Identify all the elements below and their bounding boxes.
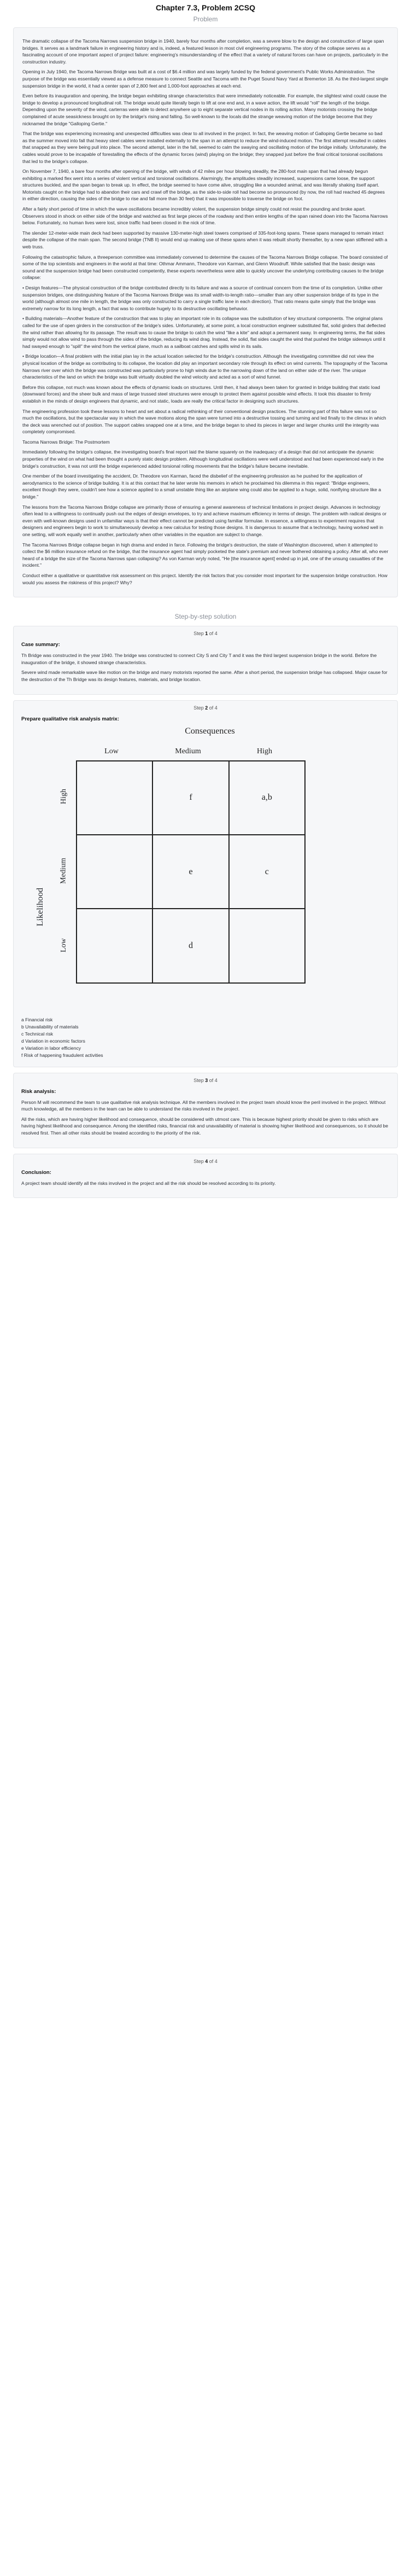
problem-paragraph: • Design features—The physical construction of the bridge contributed directly to its failure and was a source of continual concern from the time of its completion. Unlike other suspension bridges, one distinguishing feature of the Tacoma Narrows Bridge was its small width-to-length ratio—smaller than any other suspension bridge of its type in the world (although almost one mile in length, the bridge was only constructed to carry a single traffic lane in each direction). That ratio means quite simply that the bridge was extremely narrow for its long length, a fact that was to contribute hugely to its destructive oscillating behavior.	[22, 285, 383, 311]
step-2-card	[13, 700, 398, 1067]
step-1-header: Step 1 of 4	[193, 631, 218, 637]
problem-paragraph: The engineering profession took these lessons to heart and set about a radical rethinking of their conventional design practices. The stunning part of this failure was not so much the oscillations, but the spectacular way in which the wave motions along the span were turned into a destructive tossing and turning and led finally to the climax in which the deck was wrenched out of position. The support cables snapped one at a time, and the bridge began to shed its pieces in larger and larger chunks until the integrity was completely compromised.	[22, 408, 386, 435]
step-1-paragraph: Th Bridge was constructed in the year 1940. The bridge was constructed to connect City S and City T and it was the third largest suspension bridge in the world. Before the inauguration of the bridge, it showed strange characteristics.	[21, 653, 377, 665]
step-4-header: Step 4 of 4	[193, 1158, 218, 1164]
problem-paragraph: The Tacoma Narrows Bridge collapse began in high drama and ended in farce. Following the bridge's destruction, the state of Washington discovered, when it attempted to collect the $6 million insurance refund on the bridge, that the insurance agent had simply pocketed the state's premium and never bothered obtaining a policy. After all, who ever heard of a bridge the size of the Tacoma Narrows span collapsing? As von Karman wryly noted, "He [the insurance agent] ended up in jail, one of the unsung casualties of the incident."	[22, 542, 389, 568]
matrix-col-medium: Medium	[175, 747, 201, 755]
legend-item: f Risk of happening fraudulent activities	[21, 1052, 103, 1058]
problem-card	[13, 27, 398, 597]
problem-paragraph: • Bridge location—A final problem with the initial plan lay in the actual location selected for the bridge's construction. Although the investigating committee did not view the physical location of the bridge as contributing to its collapse, the location did play an important secondary role through its effect on wind currents. The topography of the Tacoma Narrows river over which the bridge was constructed was particularly prone to high winds due to the narrowing down of the land on either side of the river. The unique characteristics of the land on which the bridge was built virtually doubled the wind velocity and acted as a sort of wind funnel.	[22, 353, 387, 380]
matrix-cell	[77, 835, 152, 909]
problem-label: Problem	[193, 15, 218, 23]
step-1-paragraph: Severe wind made remarkable wave like motion on the bridge and many motorists reported the same. After a short period, the suspension bridge has collapsed. Major cause for the destruction of the Th Bridge was its design features, materials, and bridge location.	[21, 670, 387, 682]
step-3-card	[13, 1073, 398, 1148]
matrix-row-low: Low	[59, 938, 68, 952]
matrix-col-low: Low	[104, 747, 119, 755]
step-3-header: Step 3 of 4	[193, 1077, 218, 1083]
matrix-row-high: High	[60, 788, 68, 804]
legend-item: b Unavailability of materials	[21, 1024, 79, 1030]
problem-paragraph: • Building materials—Another feature of the construction that was to play an important role in its collapse was the substitution of key structural components. The original plans called for the use of open girders in the construction of the bridge's sides. Unfortunately, at some point, a local construction engineer substituted flat, solid girders that deflected the wind rather than allowing for its passage. The result was to cause the bridge to catch the wind "like a kite" and adopt a permanent sway. In engineering terms, the flat sides simply would not allow wind to pass through the sides of the bridge, reducing its wind drag. Instead, the solid, flat sides caught the wind that pushed the bridge sideways until it had swayed enough to "spill" the wind from the vertical plane, much as a sailboat catches and spills wind in its sails.	[22, 316, 386, 349]
matrix-row-medium: Medium	[60, 857, 68, 884]
matrix-cell: e	[152, 835, 228, 909]
problem-paragraph: After a fairly short period of time in which the wave oscillations became incredibly violent, the suspension bridge simply could not resist the pounding and broke apart. Observers stood in shock on either side of the bridge and watched as first large pieces of the roadway and then entire lengths of the span rained down into the Tacoma Narrows below. Fortunately, no human lives were lost, since traffic had been closed in the nick of time.	[22, 206, 388, 226]
problem-paragraph: That the bridge was experiencing increasing and unexpected difficulties was clear to all involved in the project. In fact, the weaving motion of Galloping Gertie became so bad as the summer moved into fall that heavy steel cables were installed externally to the span in an attempt to reduce the wind-induced motion. The first attempt resulted in cables that snapped as they were being pull into place. The second attempt, later in the fall, seemed to calm the swaying and oscillating motion of the bridge initially. Unfortunately, the cables would prove to be incapable of forestalling the effects of the dynamic forces (wind) playing on the bridge; they snapped just before the final critical torsional oscillations that led to the bridge's collapse.	[22, 131, 386, 164]
page	[0, 0, 411, 1214]
legend-item: c Technical risk	[21, 1031, 54, 1037]
step-3-paragraph: Person M will recommend the team to use qualitative risk analysis technique. All the members involved in the project team should know the peril involved in the project. Without much knowledge, all the members in the team can be able to understand the risks involved in the project.	[21, 1099, 386, 1112]
step-2-header: Step 2 of 4	[193, 705, 218, 711]
step-4-paragraph: A project team should identify all the risks involved in the project and all the risk should be resolved according to its priority.	[21, 1180, 276, 1186]
problem-paragraph: Even before its inauguration and opening, the bridge began exhibiting strange characteristics that were immediately noticeable. For example, the slightest wind could cause the bridge to develop a pronounced longitudinal roll. The bridge would quite literally begin to lift at one end and, in a wave action, the lift would "roll" the length of the bridge. Depending upon the severity of the wind, carterras were able to detect anywhere up to eight separate vertical nodes in its rolling action. Many motorists crossing the bridge complained of acute seasickness brought on by the bridge's rising and falling. So well-known to the locals did the strange weaving motion of the bridge become that they nicknamed the bridge "Galloping Gertie."	[22, 93, 387, 126]
problem-paragraph: The dramatic collapse of the Tacoma Narrows suspension bridge in 1940, barely four months after completion, was a severe blow to the design and construction of large span bridges. It serves as a landmark failure in engineering history and is, indeed, a featured lesson in most civil engineering programs. The story of the collapse serves as a fascinating account of one important aspect of project failure: engineering's misunderstanding of the effect that a variety of natural forces can have on projects, particularly in the construction industry.	[22, 38, 389, 65]
chapter-title: Chapter 7.3, Problem 2CSQ	[155, 3, 256, 12]
step-4-card	[13, 1154, 398, 1199]
problem-paragraph: On November 7, 1940, a bare four months after opening of the bridge, with winds of 42 miles per hour blowing steadily, the 280-foot main span that had already begun exhibiting a marked flex went into a series of violent vertical and torsional oscillations. Alarmingly, the amplitudes steadily increased, suspensions came loose, the support structures buckled, and the span began to break up. In effect, the bridge seemed to have come alive, struggling like a wounded animal, and was literally shaking itself apart. Motorists caught on the bridge had to abandon their cars and crawl off the bridge, as the side-to-side roll had become so pronounced (by now, the roll had reached 45 degrees in either direction, causing the sides of the bridge to rise and fall more than 30 feet) that it was impossible to traverse the bridge on foot.	[22, 168, 385, 202]
step-1-card	[13, 626, 398, 694]
problem-paragraph: The slender 12-meter-wide main deck had been supported by massive 130-meter-high steel towers comprised of 335-foot-long spans. These spans managed to remain intact despite the collapse of the main span. The second bridge (TNB II) would end up making use of these spans when it was rebuilt shortly thereafter, by a new span stiffened with a web truss.	[22, 230, 387, 250]
legend-item: d Variation in economic factors	[21, 1038, 85, 1044]
step-3-paragraph: All the risks, which are having higher likelihood and consequence, should be considered with utmost care. This is because highest priority should be given to risks which are having highest likelihood and consequence. Among the identified risks, financial risk and unavailability of material is showing higher likelihood and consequences, so it should be resolved first. Then all other risks should be treated according to the priority of the risk.	[21, 1116, 389, 1136]
matrix-cell: a,b	[229, 761, 305, 835]
problem-paragraph: Following the catastrophic failure, a threeperson committee was immediately convened to determine the causes of the Tacoma Narrows Bridge collapse. The board consisted of some of the top scientists and engineers in the world at that time: Othmar Ammann, Theodore von Karman, and Glenn Woodruff. While satisfied that the basic design was sound and the suspension bridge had been constructed competently, these experts nevertheless were able to quickly uncover the underlying contributing causes to the bridge collapse:	[22, 254, 388, 281]
matrix-title: Consequences	[185, 726, 235, 736]
solution-label: Step-by-step solution	[174, 613, 237, 621]
step-4-title: Conclusion:	[21, 1169, 51, 1176]
problem-paragraph: Immediately following the bridge's collapse, the investigating board's final report laid the blame squarely on the inadequacy of a design that did not anticipate the dynamic properties of the wind on what had been thought a purely static design problem. Although longitudinal oscillations were well understood and had been experienced early in the bridge's construction, it was not until the bridge experienced added torsional rolling movements that the bridge's failure became inevitable.	[22, 449, 384, 469]
matrix-cell	[229, 909, 305, 982]
legend-item: e Variation in labor efficiency	[21, 1045, 81, 1051]
risk-matrix	[32, 726, 316, 1011]
step-3-title: Risk analysis:	[21, 1088, 56, 1095]
problem-paragraph: Before this collapse, not much was known about the effects of dynamic loads on structures. Until then, it had always been taken for granted in bridge building that static load (downward forces) and the sheer bulk and mass of large trussed steel structures were enough to protect them against possible wind effects. It took this disaster to firmly establish in the minds of design engineers that dynamic, and not static, loads are really the critical factor in designing such structures.	[22, 384, 380, 404]
problem-paragraph: Opening in July 1940, the Tacoma Narrows Bridge was built at a cost of $6.4 million and was largely funded by the federal government's Public Works Administration. The purpose of the bridge was essentially viewed as a defense measure to connect Seattle and Tacoma with the Puget Sound Navy Yard at Bremerton 18. As the third-largest single suspension bridge in the world, it had a center span of 2,800 feet and 1,000-foot approaches at each end.	[22, 69, 389, 89]
problem-question: Conduct either a qualitative or quantitative risk assessment on this project. Identify the risk factors that you consider most important for the suspension bridge construction. How would you assess the riskiness of this project? Why?	[22, 572, 387, 585]
step-2-title: Prepare qualitative risk analysis matrix:	[21, 716, 120, 722]
matrix-cell: f	[152, 761, 228, 835]
matrix-cell: c	[229, 835, 305, 909]
matrix-cell: d	[152, 909, 228, 982]
step-1-title: Case summary:	[21, 642, 60, 648]
problem-paragraph: One member of the board investigating the accident, Dr. Theodore von Karman, faced the disbelief of the engineering profession as he pushed for the application of aerodynamics to the science of bridge building. It is at this contact that he later wrote his memoirs in which he proclaimed his dilemma in this regard: "Bridge engineers, excellent though they were, couldn't see how a science applied to a small unstable thing like an airplane wing could also be applied to a huge, solid, nonflying structure like a bridge."	[22, 473, 381, 500]
matrix-col-high: High	[257, 747, 272, 755]
problem-subheading: Tacoma Narrows Bridge: The Postmortem	[22, 439, 110, 445]
matrix-grid	[76, 760, 306, 984]
matrix-cell	[77, 761, 152, 835]
legend-item: a Financial risk	[21, 1016, 53, 1022]
risk-legend	[21, 1016, 390, 1059]
problem-paragraph: The lessons from the Tacoma Narrows Bridge collapse are primarily those of ensuring a general awareness of technical limitations in project design. Advances in technology often lead to a willingness to continually push out the edges of design envelopes, to try and achieve maximum efficiency in terms of design. The problem with radical designs or even with well-known designs used in unfamiliar ways is that their effect cannot be predicted using familiar formulae. In essence, a willingness to experiment requires that designers and engineers begin to work to simultaneously develop a new calculus for testing those designs. It is dangerous to assume that a technology, having worked well in one setting, will work equally well in another, particularly when other variables in the equation are subject to change.	[22, 504, 387, 537]
matrix-cell	[77, 909, 152, 982]
matrix-axis-likelihood: Likelihood	[36, 887, 45, 926]
